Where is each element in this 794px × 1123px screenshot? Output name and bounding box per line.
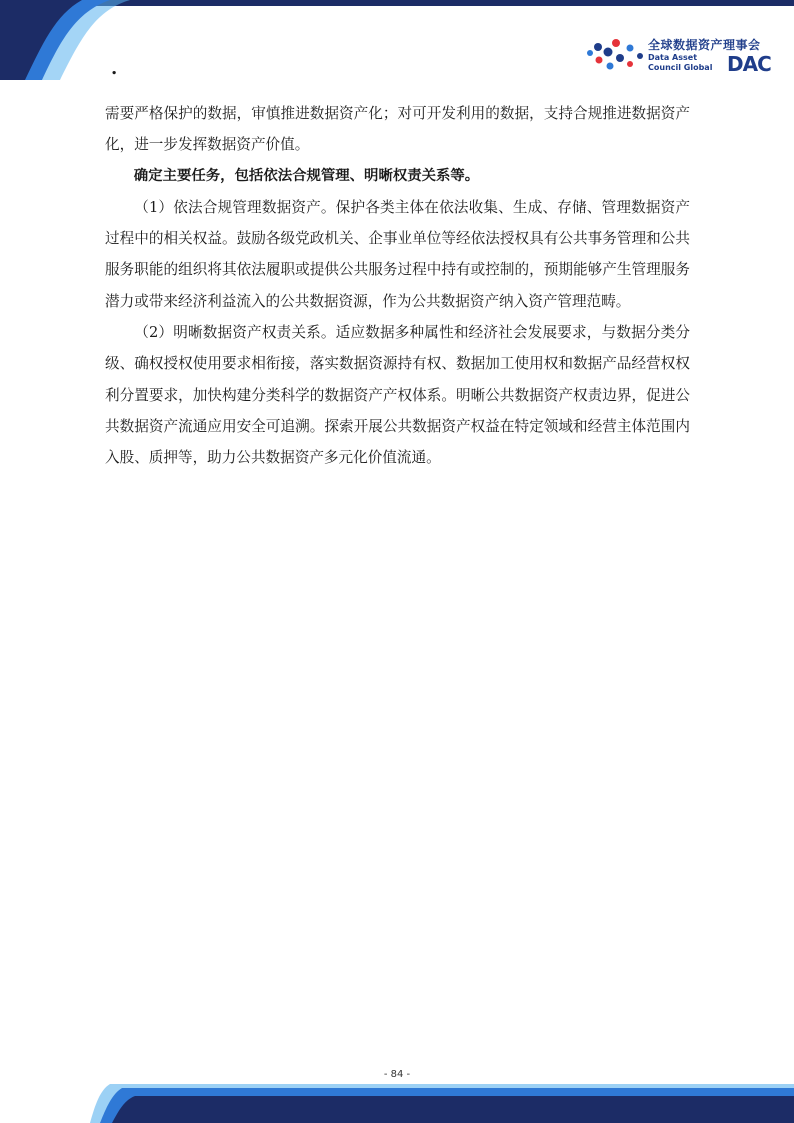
document-body (105, 98, 690, 474)
logo-name-en-line2: Council Global (648, 63, 713, 72)
logo-name-en-line1: Data Asset (648, 53, 698, 62)
header-marker: . (111, 58, 118, 79)
paragraph-compliance-management: （1）依法合规管理数据资产。保护各类主体在依法收集、生成、存储、管理数据资产过程中的相关权益。鼓励各级党政机关、企事业单位等经依法授权具有公共事务管理和公共服务职能的组织将其依法履职或提供公共服务过程中持有或控制的，预期能够产生管理服务潜力或带来经济利益流入的公共数据资源，作为公共数据资产纳入资产管理范畴。 (105, 198, 690, 310)
logo-abbr: DAC (727, 52, 771, 76)
logo-name-cn: 全球数据资产理事会 (648, 38, 761, 52)
footer-band (0, 1080, 794, 1123)
paragraph-rights-responsibilities: （2）明晰数据资产权责关系。适应数据多种属性和经济社会发展要求，与数据分类分级、确权授权使用要求相衔接，落实数据资源持有权、数据加工使用权和数据产品经营权权利分置要求，加快构建分类科学的数据资产产权体系。明晰公共数据资产权责边界，促进公共数据资产流通应用安全可追溯。探索开展公共数据资产权益在特定领域和经营主体范围内入股、质押等，助力公共数据资产多元化价值流通。 (105, 324, 690, 467)
page-number: - 84 - (383, 1069, 411, 1080)
paragraph-continuation: 需要严格保护的数据，审慎推进数据资产化；对可开发利用的数据，支持合规推进数据资产化，进一步发挥数据资产价值。 (105, 105, 690, 154)
paragraph-main-tasks-heading: 确定主要任务，包括依法合规管理、明晰权责关系等。 (133, 167, 480, 184)
